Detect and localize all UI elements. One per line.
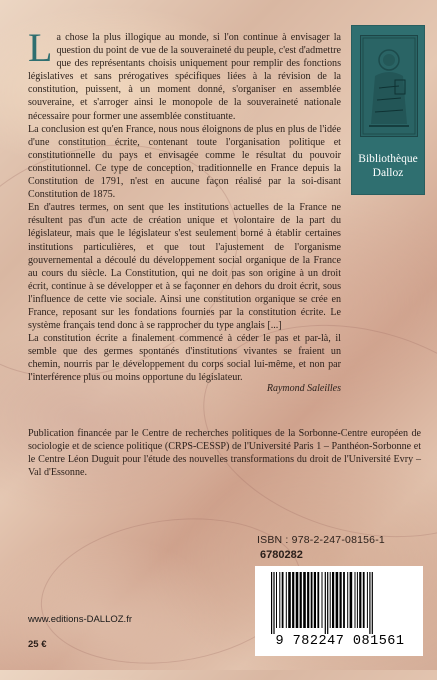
barcode-bar [282, 572, 284, 628]
paragraph-1 [28, 25, 341, 123]
barcode-bar [317, 572, 319, 628]
barcode [255, 566, 423, 656]
barcode-bar [279, 572, 280, 628]
barcode-bar [343, 572, 345, 628]
barcode-bar [355, 572, 356, 628]
paragraph-2: La conclusion est qu'en France, nous nous éloignons de plus en plus de l'idée d'une constitution écrite, contenant toute l'organisation politique et constitutionnelle du pays et envisagée comme le résultat du pouvoir constitutionnel. Ce type de conception, traditionnelle en France depuis la Constitution de 1791, n'est en aucune façon réalisé par la soi-disant Constitution de 1875. [28, 123, 341, 201]
saint-emblem-icon [360, 35, 418, 137]
barcode-bar [300, 572, 302, 628]
barcode-bar [314, 572, 316, 628]
publication-note: Publication financée par le Centre de recherches politiques de la Sorbonne-Centre européen de sociologie et de science politique (CRPS-CESSP) de l'Université Paris 1 – Panthéon-Sorbonne et le Centre Léon Duguit pour l'étude des nouvelles transformations du droit de l'Université Evry – Val d'Essonne. [28, 428, 421, 479]
paragraph-1-text: a chose la plus illogique au monde, si l'on continue à envisager la question du point de vue de la souveraineté du peuple, c'est d'admettre que des représentants choisis uniquement pour remplir des fonctions législatives et sans prérogatives spécifiques liées à la révision de la constitution, puissent, à un moment donné, s'organiser en assemblée souveraine, et s'arroger ainsi le monopole de la souveraineté nationale nécessaire pour former une assemblée constituante. [28, 32, 341, 122]
badge-line-2: Dalloz [372, 167, 404, 179]
barcode-bar [286, 572, 287, 628]
product-code: 6780282 [260, 549, 303, 561]
barcode-bar [336, 572, 339, 628]
isbn: ISBN : 978-2-247-08156-1 [257, 534, 385, 546]
barcode-bar [372, 572, 373, 634]
barcode-bar [330, 572, 331, 628]
author-signature: Raymond Saleilles [266, 383, 341, 394]
barcode-bar [307, 572, 309, 628]
barcode-bar [303, 572, 306, 628]
barcode-bar [271, 572, 272, 634]
barcode-bar [322, 572, 323, 628]
barcode-bar [350, 572, 353, 628]
drop-cap: L [28, 25, 53, 70]
barcode-bar [273, 572, 274, 634]
barcode-bar [347, 572, 348, 628]
barcode-bar [332, 572, 334, 628]
barcode-bar [325, 572, 326, 634]
badge-line-1: Bibliothèque [358, 153, 418, 165]
barcode-bars [269, 572, 409, 634]
back-cover-text [28, 25, 341, 385]
barcode-bar [311, 572, 313, 628]
barcode-bar [327, 572, 328, 634]
paragraph-4: La constitution écrite a finalement commencé à céder le pas et par-là, il semble que des germes spontanés d'institutions vivantes se fraient un chemin, nourris par le développement du corps social lui-même, et non par l'interférence plus ou moins opportune du législateur. [28, 333, 341, 384]
barcode-bar [288, 572, 291, 628]
barcode-bar [276, 572, 277, 628]
collection-badge [351, 25, 425, 195]
barcode-bar [363, 572, 365, 628]
barcode-bar [369, 572, 370, 634]
barcode-bar [340, 572, 342, 628]
paragraph-3: En d'autres termes, on sent que les institutions actuelles de la France ne résultent pas d'un acte de création unique et volontaire de la part du législateur, mais que le législateur s'est seulement borné à établir certaines institutions particulières, et que tout l'ajustement de l'organisme gouvernemental a découlé du développement social organique de la France au cours du siècle. La Constitution, qui ne doit pas son origine à un droit écrit, continue à se développer et à se façonner en dehors du droit écrit, sous l'influence de cette vie sociale. Ainsi une constitution organique se crée en France, reposant sur les fondations fournies par la constitution écrite. Le système français tend donc à se rapprocher du type anglais [...] [28, 202, 341, 332]
barcode-bar [296, 572, 299, 628]
barcode-digits: 9 782247 081561 [275, 634, 405, 649]
publisher-website: www.editions-DALLOZ.fr [28, 614, 133, 625]
barcode-bar [359, 572, 361, 628]
barcode-bar [367, 572, 368, 628]
price: 25 € [28, 639, 47, 650]
barcode-bar [357, 572, 358, 628]
barcode-bar [292, 572, 294, 628]
